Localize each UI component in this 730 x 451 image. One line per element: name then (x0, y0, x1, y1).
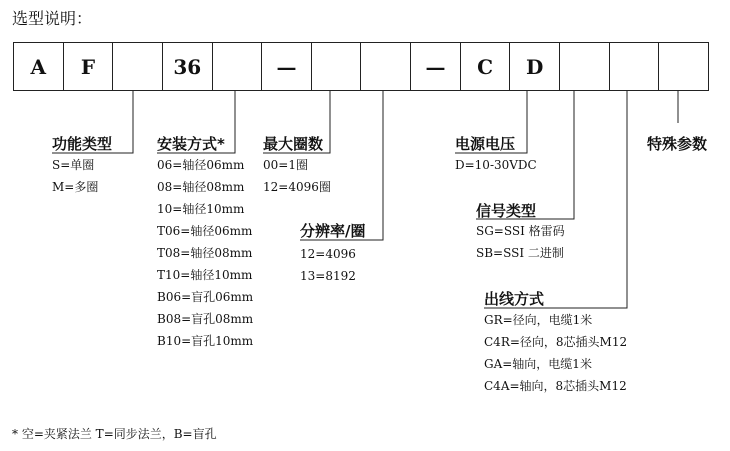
code-cell-10: C (461, 43, 511, 90)
special-heading: 特殊参数 (647, 135, 708, 153)
mounting-item: B10=盲孔10mm (157, 334, 254, 348)
mounting-list (157, 154, 253, 352)
mounting-item: 08=轴径08mm (157, 180, 245, 194)
code-cell-11: D (510, 43, 560, 90)
resolution-item: 13=8192 (300, 269, 356, 283)
signal-type-item: SG=SSI 格雷码 (476, 224, 565, 238)
mounting-heading: 安装方式* (157, 135, 225, 153)
function-type-heading: 功能类型 (52, 135, 113, 153)
mounting-item: 10=轴径10mm (157, 202, 245, 216)
voltage-item: D=10-30VDC (455, 158, 537, 172)
max-turns-list (263, 154, 331, 198)
resolution-list (300, 243, 356, 287)
code-cell-1: A (14, 43, 64, 90)
code-cell-9: — (411, 43, 461, 90)
mounting-item: T08=轴径08mm (157, 246, 253, 260)
code-cell-4: 36 (163, 43, 213, 90)
code-cell-6: — (262, 43, 312, 90)
signal-type-item: SB=SSI 二进制 (476, 246, 564, 260)
mounting-item: T06=轴径06mm (157, 224, 253, 238)
signal-type-heading: 信号类型 (476, 202, 537, 220)
footnote: * 空=夹紧法兰 T=同步法兰，B=盲孔 (12, 427, 217, 441)
outlet-item: GA=轴向，电缆1米 (484, 357, 592, 371)
mounting-item: 06=轴径06mm (157, 158, 245, 172)
outlet-item: C4R=径向，8芯插头M12 (484, 335, 628, 349)
signal-type-list (476, 220, 565, 264)
mounting-item: B06=盲孔06mm (157, 290, 254, 304)
function-type-item: S=单圈 (52, 158, 95, 172)
mounting-item: T10=轴径10mm (157, 268, 253, 282)
resolution-item: 12=4096 (300, 247, 356, 261)
voltage-heading: 电源电压 (455, 135, 516, 153)
page-title: 选型说明： (12, 9, 93, 28)
mounting-item: B08=盲孔08mm (157, 312, 254, 326)
outlet-heading: 出线方式 (484, 290, 545, 308)
max-turns-item: 00=1圈 (263, 158, 308, 172)
max-turns-heading: 最大圈数 (263, 135, 324, 153)
max-turns-item: 12=4096圈 (263, 180, 331, 194)
outlet-item: C4A=轴向，8芯插头M12 (484, 379, 627, 393)
outlet-item: GR=径向，电缆1米 (484, 313, 593, 327)
function-type-list (52, 154, 98, 198)
code-cell-2: F (64, 43, 114, 90)
voltage-list (455, 154, 537, 176)
resolution-heading: 分辨率/圈 (300, 222, 366, 240)
outlet-list (484, 309, 627, 397)
function-type-item: M=多圈 (52, 180, 99, 194)
